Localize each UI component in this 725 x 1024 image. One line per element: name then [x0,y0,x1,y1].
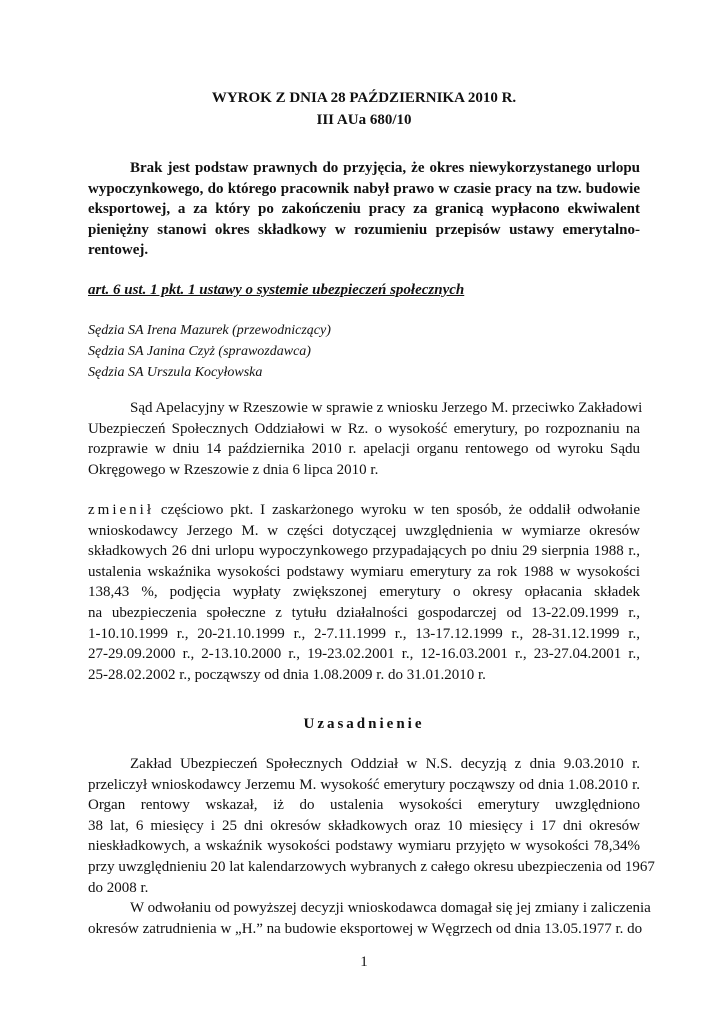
thesis-line: pieniężny stanowi okres składkowy w rozumieniu przepisów ustawy emerytalno- [88,221,640,238]
justification-line: 38 lat, 6 miesięcy i 25 dni okresów składkowych oraz 10 miesięcy i 17 dni okresów [88,817,640,834]
ruling-line-text: częściowo pkt. I zaskarżonego wyroku w ten sposób, że oddalił odwołanie [160,502,640,518]
ruling-line: 27-29.09.2000 r., 2-13.10.2000 r., 19-23.02.2001 r., 12-16.03.2001 r., 23-27.04.2001 r., [88,646,640,663]
justification-line: nieskładkowych, a wskaźnik wysokości podstawy wymiaru przyjęto w wysokości 78,34% [88,838,640,855]
ruling-line: składkowych 26 dni urlopu wypoczynkowego przypadających po dniu 29 sierpnia 1988 r., [88,543,640,560]
ruling-keyword: zmienił [88,502,154,518]
case-number: III AUa 680/10 [316,112,412,128]
intro-line: Sąd Apelacyjny w Rzeszowie w sprawie z wniosku Jerzego M. przeciwko Zakładowi [130,400,643,416]
ruling-line: wnioskodawcy Jerzego M. w części dotyczącej uwzględnienia w wymiarze okresów [88,522,640,539]
ruling-line: 25-28.02.2002 r., począwszy od dnia 1.08.2009 r. do 31.01.2010 r. [88,666,486,683]
justification-heading: Uzasadnienie [303,716,425,732]
intro-paragraph [88,398,643,480]
justification-line: Organ rentowy wskazał, iż do ustalenia wysokości emerytury uwzględniono [88,797,640,814]
justification-line: do 2008 r. [88,879,149,896]
ruling-line [88,500,640,521]
page-number: 1 [360,954,368,970]
judge-name: Sędzia SA Janina Czyż (sprawozdawca) [88,344,311,359]
legal-basis-text: art. 6 ust. 1 pkt. 1 ustawy o systemie ubezpieczeń społecznych [88,282,465,298]
justification-line: przeliczył wnioskodawcy Jerzemu M. wysokość emerytury począwszy od dnia 1.08.2010 r. [88,776,640,793]
justification-paragraph-2 [88,898,651,939]
legal-basis [88,280,640,301]
judges-list [88,320,640,383]
thesis-line: wypoczynkowego, do którego pracownik nabył prawo w czasie pracy na tzw. budowie [88,180,640,197]
justification-line: przy uwzględnieniu 20 lat kalendarzowych wybranych z całego okresu ubezpieczenia od 1967 [88,858,655,875]
justification-paragraph-1 [88,754,655,898]
ruling-line: 1-10.10.1999 r., 20-21.10.1999 r., 2-7.11.1999 r., 13-17.12.1999 r., 28-31.12.1999 r., [88,625,640,642]
thesis-line: Brak jest podstaw prawnych do przyjęcia, że okres niewykorzystanego urlopu [130,160,640,176]
judge-name: Sędzia SA Irena Mazurek (przewodniczący) [88,323,331,338]
justification-line: Zakład Ubezpieczeń Społecznych Oddział w N.S. decyzją z dnia 9.03.2010 r. [130,756,640,772]
intro-line: rozprawie w dniu 14 października 2010 r. apelacji organu rentowego od wyroku Sądu [88,441,640,458]
ruling-line: ustalenia wskaźnika wysokości podstawy wymiaru emerytury za rok 1988 w wysokości [88,563,640,580]
intro-line: Ubezpieczeń Społecznych Oddziałowi w Rz. o wysokość emerytury, po rozpoznaniu na [88,420,640,437]
justification-line: W odwołaniu od powyższej decyzji wnioskodawca domagał się jej zmiany i zaliczenia [130,900,651,916]
justification-line: okresów zatrudnienia w „H.” na budowie eksportowej w Węgrzech od dnia 13.05.1977 r. do [88,920,643,937]
ruling-paragraph [88,500,640,685]
thesis-line: eksportowej, a za który po zakończeniu pracy za granicą wypłacono ekwiwalent [88,201,640,218]
judgment-title: WYROK Z DNIA 28 PAŹDZIERNIKA 2010 R. [211,90,517,106]
judge-name: Sędzia SA Urszula Kocyłowska [88,365,263,380]
thesis-line: rentowej. [88,242,149,259]
intro-line: Okręgowego w Rzeszowie z dnia 6 lipca 2010 r. [88,461,379,478]
thesis [88,158,640,261]
ruling-line: na ubezpieczenia społeczne z tytułu działalności gospodarczej od 13-22.09.1999 r., [88,604,640,621]
ruling-line: 138,43 %, podjęcia wypłaty zwiększonej emerytury o okresy opłacania składek [88,584,640,601]
